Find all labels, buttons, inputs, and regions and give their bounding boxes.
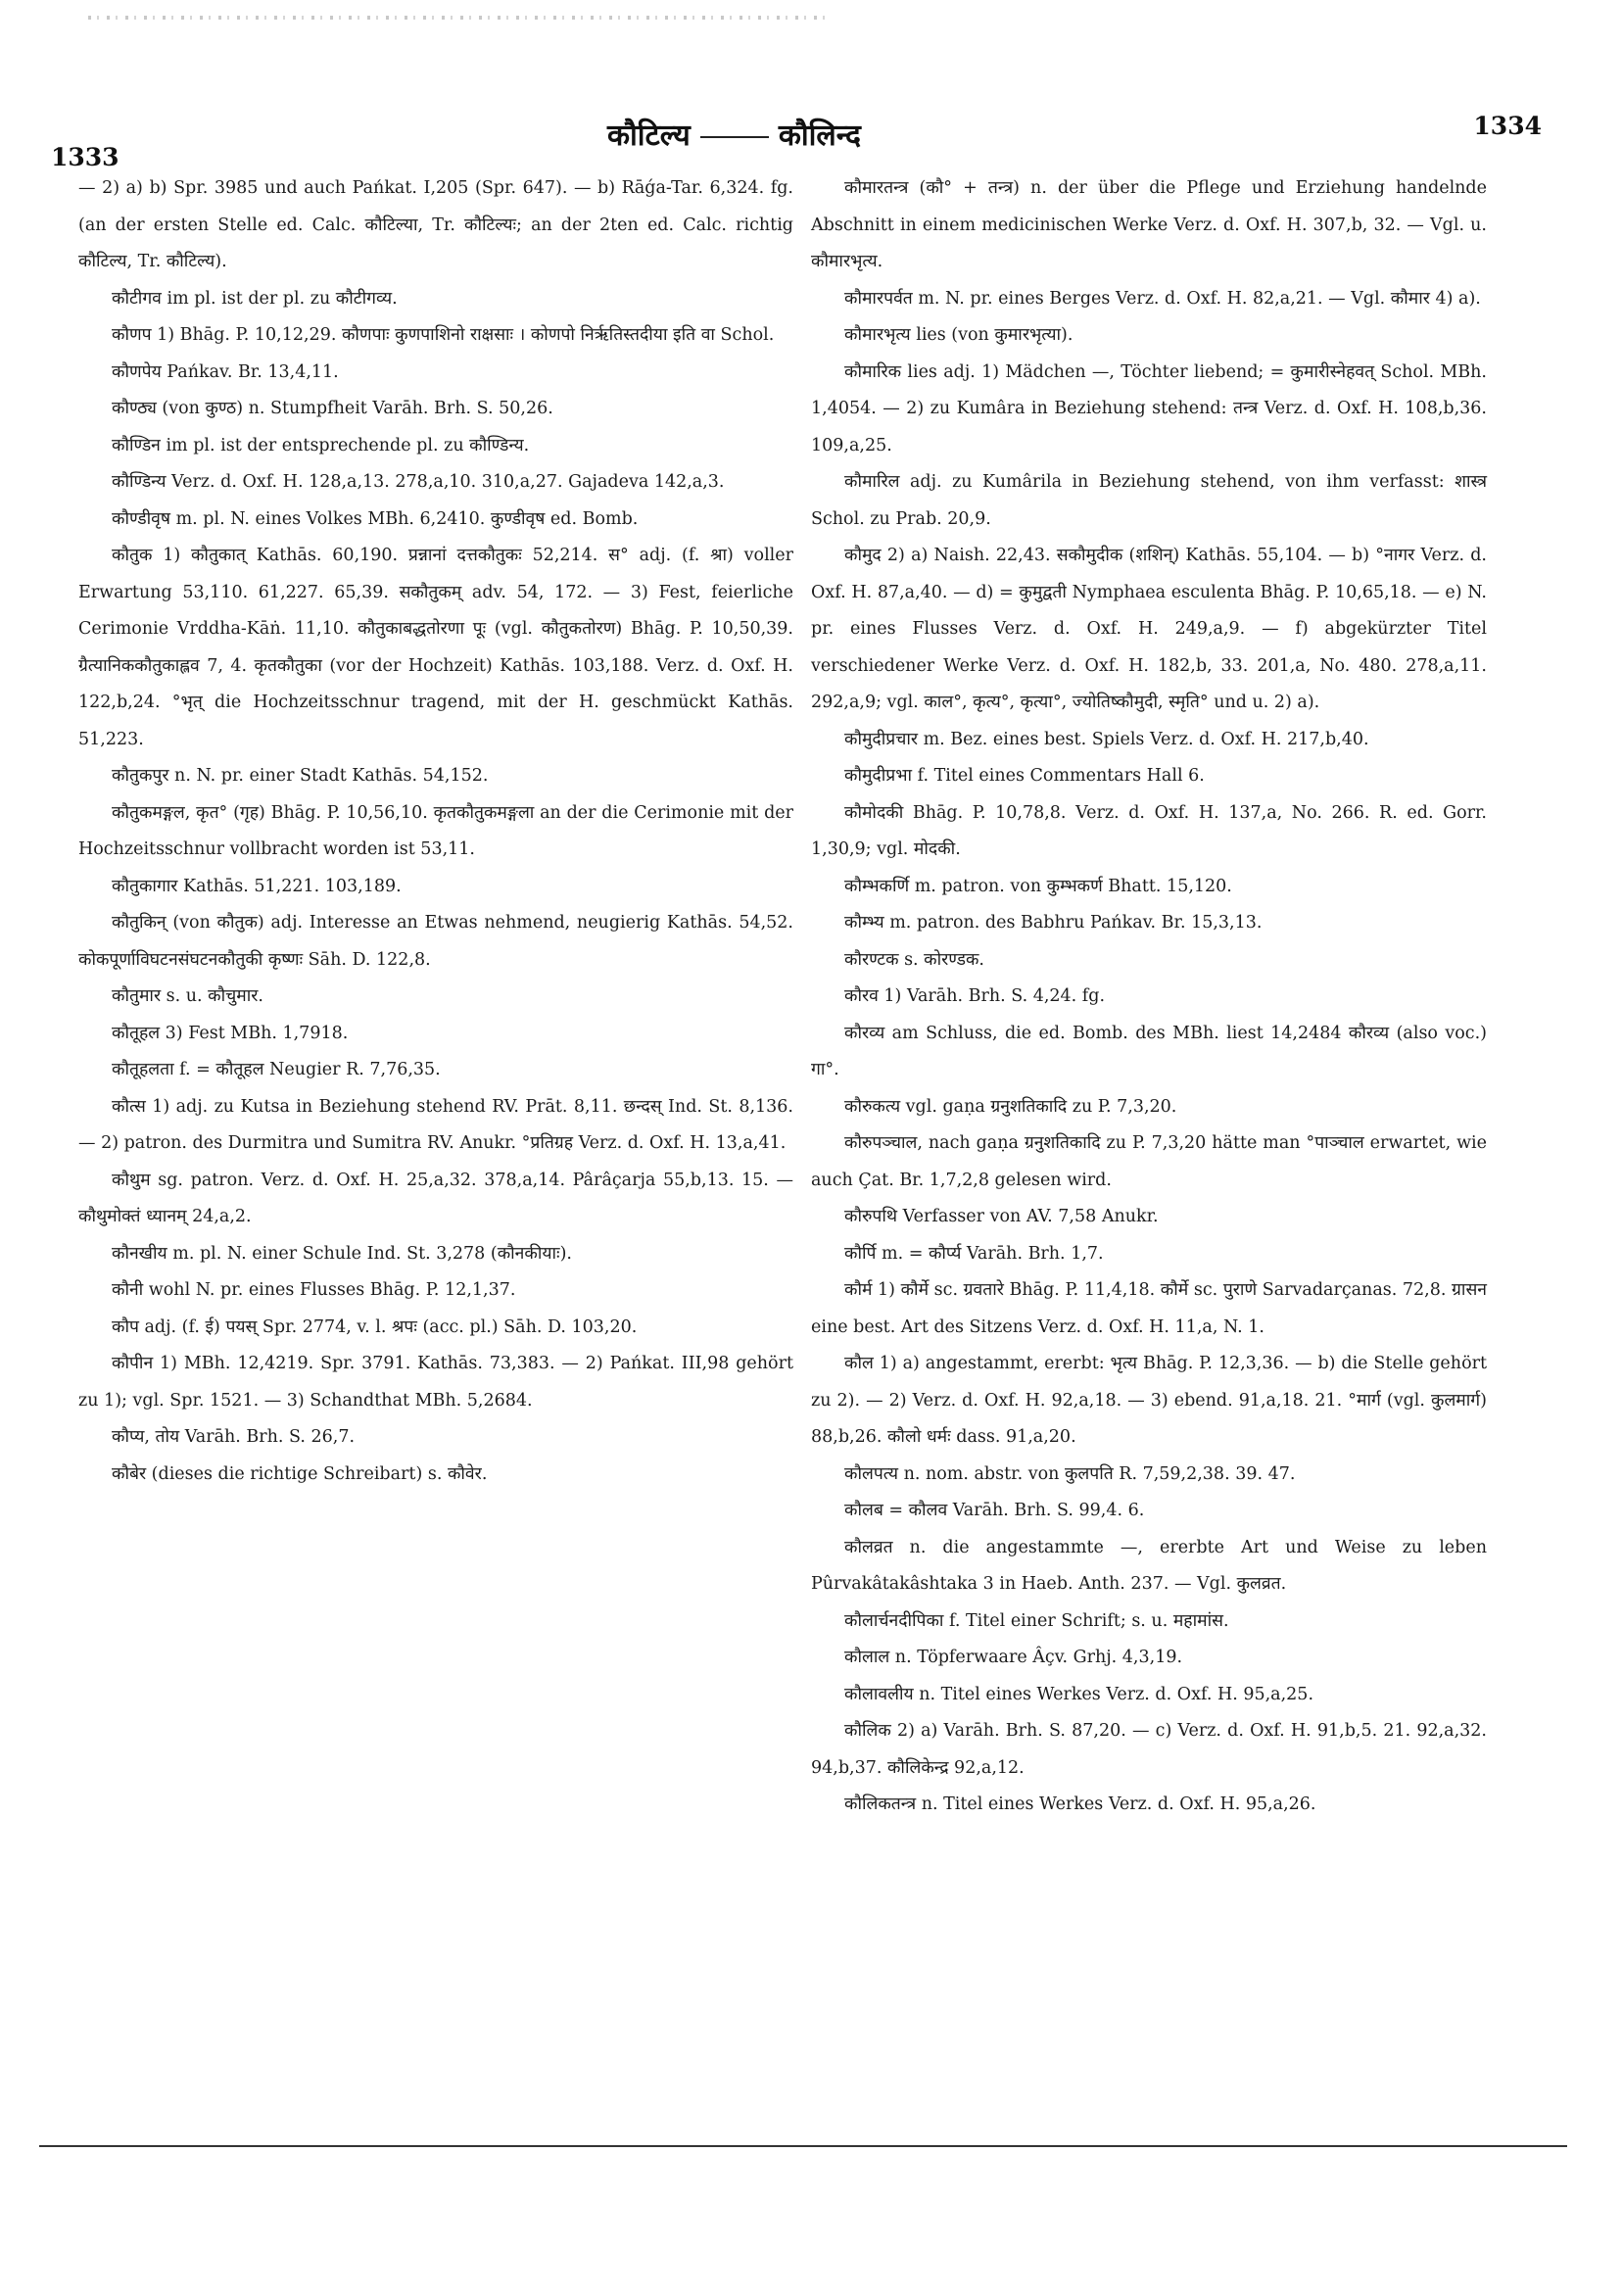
dictionary-entry: कौण्डिन im pl. ist der entsprechende pl. zu कौण्डिन्य.: [112, 435, 530, 455]
dictionary-entry: कौतूहलता f. = कौतूहल Neugier R. 7,76,35.: [112, 1060, 441, 1079]
dictionary-entry: कौतुकिन् (von कौतुक) adj. Interesse an Etwas nehmend, neugierig Kathās. 54,52. कोकपूर्णाविघटनसंघटनकौतुकी कृष्णः Sāh. D. 122,8.: [78, 913, 793, 970]
dictionary-entry: कौमारतन्त्र (कौ° + तन्त्र) n. der über die Pflege und Erziehung handelnde Abschnitt in einem medicinischen Werke Verz. d. Oxf. H. 307,b, 32. — Vgl. u. कौमारभृत्य.: [811, 178, 1487, 271]
dictionary-entry: कौबेर (dieses die richtige Schreibart) s. कौवेर.: [112, 1463, 488, 1484]
dictionary-entry: कौमारभृत्य lies (von कुमारभृत्या).: [844, 325, 1073, 345]
dictionary-entry: कौलाल n. Töpferwaare Âçv. Grhj. 4,3,19.: [844, 1648, 1183, 1667]
dictionary-entry: कौतुक 1) कौतुकात् Kathās. 60,190. प्रन्नानां दत्तकौतुकः 52,214. स° adj. (f. श्रा) voller Erwartung 53,110. 61,227. 65,39. सकौतुकम् adv. 54, 172. — 3) Fest, feierliche Cerimonie Vrddha-Kāṅ. 11,10. कौतुकाबद्धतोरणा पूः (vgl. कौतुकतोरण) Bhāg. P. 10,50,39. ग्रैत्यानिककौतुकाह्लव 7, 4. कृतकौतुका (vor der Hochzeit) Kathās. 103,188. Verz. d. Oxf. H. 122,b,24. °भृत् die Hochzeitsschnur tragend, mit der H. geschmückt Kathās. 51,223.: [78, 546, 793, 749]
dictionary-entry: कौपीन 1) MBh. 12,4219. Spr. 3791. Kathās. 73,383. — 2) Pańkat. III,98 gehört zu 1); vgl. Spr. 1521. — 3) Schandthat MBh. 5,2684.: [78, 1354, 793, 1411]
dictionary-entry: कौलार्चनदीपिका f. Titel einer Schrift; s. u. महामांस.: [844, 1610, 1229, 1631]
dictionary-entry: कौणप 1) Bhāg. P. 10,12,29. कौणपाः कुणपाशिनो राक्षसाः । कोणपो निर्ऋतिस्तदीया इति वा Schol.: [112, 325, 775, 345]
dictionary-entry: कौनी wohl N. pr. eines Flusses Bhāg. P. 12,1,37.: [112, 1280, 516, 1300]
running-header: [607, 114, 861, 154]
right-column: [811, 170, 1487, 1824]
dictionary-entry: कौमारपर्वत m. N. pr. eines Berges Verz. d. Oxf. H. 82,a,21. — Vgl. कौमार 4) a).: [844, 288, 1481, 309]
dictionary-entry: कौर्पि m. = कौर्प्य Varāh. Brh. 1,7.: [844, 1243, 1104, 1264]
dictionary-entry: कौर्म 1) कौर्मे sc. ग्रवतारे Bhāg. P. 11,4,18. कौर्मे sc. पुराणे Sarvadarçanas. 72,8. ग्रासन eine best. Art des Sitzens Verz. d. Oxf. H. 11,a, N. 1.: [811, 1280, 1487, 1337]
dictionary-entry: कौमुदीप्रभा f. Titel eines Commentars Hall 6.: [844, 766, 1205, 786]
dictionary-entry: कौण्डिन्य Verz. d. Oxf. H. 128,a,13. 278,a,10. 310,a,27. Gajadeva 142,a,3.: [112, 472, 725, 492]
scan-artifact: [88, 16, 833, 20]
dictionary-entry: कौम्भकर्णि m. patron. von कुम्भकर्ण Bhatt. 15,120.: [844, 876, 1232, 896]
dictionary-entry: कौमुद 2) a) Naish. 22,43. सकौमुदीक (शशिन्) Kathās. 55,104. — b) °नागर Verz. d. Oxf. H. 87,a,40. — d) = कुमुद्वती Nymphaea esculenta Bhāg. P. 10,65,18. — e) N. pr. eines Flusses Verz. d. Oxf. H. 249,a,9. — f) abgekürzter Titel verschiedener Werke Verz. d. Oxf. H. 182,b, 33. 201,a, No. 480. 278,a,11. 292,a,9; vgl. काल°, कृत्य°, कृत्या°, ज्योतिष्कौमुदी, स्मृति° und u. 2) a).: [811, 546, 1487, 712]
left-column: [78, 170, 793, 1493]
dictionary-entry: कौमारिक lies adj. 1) Mädchen —, Töchter liebend; = कुमारीस्नेहवत् Schol. MBh. 1,4054. — 2) zu Kumâra in Beziehung stehend: तन्त्र Verz. d. Oxf. H. 108,b,36. 109,a,25.: [811, 361, 1487, 455]
dictionary-entry: कौरव्य am Schluss, die ed. Bomb. des MBh. liest 14,2484 कौरव्य (also voc.) गा°.: [811, 1023, 1487, 1079]
page-number-right: 1334: [1473, 112, 1542, 140]
dictionary-entry: कौरण्टक s. कोरण्डक.: [844, 949, 984, 970]
dictionary-entry: कौमारिल adj. zu Kumârila in Beziehung stehend, von ihm verfasst: शास्त्र Schol. zu Prab. 20,9.: [811, 472, 1487, 529]
dictionary-entry: कौलव्रत n. die angestammte —, ererbte Art und Weise zu leben Pûrvakâtakâshtaka 3 in Haeb. Anth. 237. — Vgl. कुलव्रत.: [811, 1537, 1487, 1594]
dictionary-entry: कौम्भ्य m. patron. des Babhru Pańkav. Br. 15,3,13.: [844, 913, 1263, 933]
dictionary-entry: कौण्ठ्य (von कुण्ठ) n. Stumpfheit Varāh. Brh. S. 50,26.: [112, 399, 553, 418]
dictionary-entry: कौतुकागार Kathās. 51,221. 103,189.: [112, 876, 402, 896]
dictionary-entry: कौरुपञ्चाल, nach gaṇa ग्रनुशतिकादि zu P. 7,3,20 hätte man °पाञ्चाल erwartet, wie auch Çat. Br. 1,7,2,8 gelesen wird.: [811, 1133, 1487, 1190]
dictionary-entry: कौरुपथि Verfasser von AV. 7,58 Anukr.: [844, 1207, 1159, 1226]
dictionary-entry: कौतुकमङ्गल, कृत° (गृह) Bhāg. P. 10,56,10. कृतकौतुकमङ्गला an der die Cerimonie mit der Hochzeitsschnur vollbracht worden ist 53,11.: [78, 802, 793, 859]
dictionary-entry: कौतूहल 3) Fest MBh. 1,7918.: [112, 1023, 349, 1043]
dictionary-entry: कौनखीय m. pl. N. einer Schule Ind. St. 3,278 (कौनकीयाः).: [112, 1243, 572, 1264]
dictionary-entry: कौथुम sg. patron. Verz. d. Oxf. H. 25,a,32. 378,a,14. Pârâçarja 55,b,13. 15. — कौथुमोक्तं ध्यानम् 24,a,2.: [78, 1170, 793, 1226]
dictionary-entry: कौप adj. (f. ई) पयस् Spr. 2774, v. l. श्रपः (acc. pl.) Sāh. D. 103,20.: [112, 1316, 638, 1337]
dictionary-entry: कौरव 1) Varāh. Brh. S. 4,24. fg.: [844, 986, 1106, 1006]
dictionary-entry: कौलब = कौलव Varāh. Brh. S. 99,4. 6.: [844, 1501, 1145, 1520]
dictionary-entry: कौप्य, तोय Varāh. Brh. S. 26,7.: [112, 1427, 356, 1447]
header-dash: [700, 136, 769, 138]
dictionary-entry: कौमोदकी Bhāg. P. 10,78,8. Verz. d. Oxf. H. 137,a, No. 266. R. ed. Gorr. 1,30,9; vgl. मोदकी.: [811, 802, 1487, 859]
dictionary-entry: कौरुकत्य vgl. gaṇa ग्रनुशतिकादि zu P. 7,3,20.: [844, 1096, 1177, 1117]
dictionary-entry: कौलावलीय n. Titel eines Werkes Verz. d. Oxf. H. 95,a,25.: [844, 1684, 1314, 1704]
dictionary-entry: कौणपेय Pańkav. Br. 13,4,11.: [112, 361, 339, 382]
dictionary-entry: — 2) a) b) Spr. 3985 und auch Pańkat. I,205 (Spr. 647). — b) Rāǵa-Tar. 6,324. fg. (an der ersten Stelle ed. Calc. कौटिल्या, Tr. कौटिल्यः; an der 2ten ed. Calc. richtig कौटिल्य, Tr. कौटिल्य).: [78, 178, 793, 271]
header-headword-last: कौलिन्द: [778, 119, 861, 153]
dictionary-entry: कौतुकपुर n. N. pr. einer Stadt Kathās. 54,152.: [112, 766, 489, 786]
dictionary-entry: कौल 1) a) angestammt, ererbt: भृत्य Bhāg. P. 12,3,36. — b) die Stelle gehört zu 2). — 2) Verz. d. Oxf. H. 92,a,18. — 3) ebend. 91,a,18. 21. °मार्ग (vgl. कुलमार्ग) 88,b,26. कौलो धर्मः dass. 91,a,20.: [811, 1354, 1487, 1447]
dictionary-entry: कौमुदीप्रचार m. Bez. eines best. Spiels Verz. d. Oxf. H. 217,b,40.: [844, 729, 1369, 749]
dictionary-entry: कौलिकतन्त्र n. Titel eines Werkes Verz. d. Oxf. H. 95,a,26.: [844, 1794, 1316, 1814]
dictionary-entry: कौण्डीवृष m. pl. N. eines Volkes MBh. 6,2410. कुण्डीवृष ed. Bomb.: [112, 508, 639, 529]
page-number-left: 1333: [51, 143, 119, 171]
header-headword-first: कौटिल्य: [607, 119, 691, 153]
page-bottom-rule: [39, 2145, 1567, 2147]
dictionary-entry: कौतुमार s. u. कौचुमार.: [112, 986, 263, 1006]
dictionary-entry: कौत्स 1) adj. zu Kutsa in Beziehung stehend RV. Prāt. 8,11. छन्दस् Ind. St. 8,136. — 2) patron. des Durmitra und Sumitra RV. Anukr. °प्रतिग्रह Verz. d. Oxf. H. 13,a,41.: [78, 1096, 793, 1153]
dictionary-entry: कौलिक 2) a) Varāh. Brh. S. 87,20. — c) Verz. d. Oxf. H. 91,b,5. 21. 92,a,32. 94,b,37. कौलिकेन्द्र 92,a,12.: [811, 1721, 1487, 1778]
dictionary-entry: कौलपत्य n. nom. abstr. von कुलपति R. 7,59,2,38. 39. 47.: [844, 1463, 1296, 1484]
dictionary-entry: कौटीगव im pl. ist der pl. zu कौटीगव्य.: [112, 288, 398, 309]
